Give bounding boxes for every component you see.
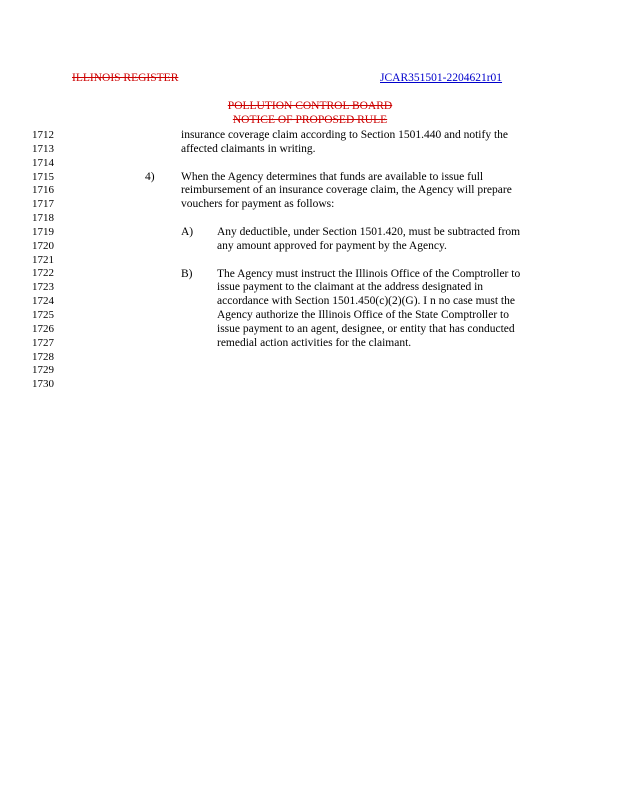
line-number: 1727 [32, 336, 54, 349]
board-title: POLLUTION CONTROL BOARD [227, 100, 393, 112]
text-line: issue payment to the claimant at the address designated in [217, 281, 484, 294]
text-line: Any deductible, under Section 1501.420, must be subtracted from [217, 226, 521, 238]
line-number: 1726 [32, 322, 54, 335]
document-id-link[interactable]: JCAR351501-2204621r01 [380, 72, 503, 84]
text-line: affected claimants in writing. [181, 142, 316, 155]
text-line: accordance with Section 1501.450(c)(2)(G). I n no case must the [217, 295, 515, 308]
text-line: issue payment to an agent, designee, or entity that has conducted [217, 322, 515, 335]
line-number: 1723 [32, 281, 54, 294]
text-line: remedial action activities for the claimant. [217, 336, 412, 349]
item-4-marker: 4) [145, 170, 155, 183]
item-4-paragraph [181, 171, 512, 213]
text-line: any amount approved for payment by the Agency. [217, 239, 447, 252]
item-a-marker: A) [181, 226, 194, 238]
line-number: 1712 [32, 129, 54, 141]
text-line: vouchers for payment as follows: [181, 198, 335, 211]
line-number: 1713 [32, 142, 54, 155]
line-number: 1717 [32, 198, 54, 211]
line-number: 1715 [32, 170, 54, 183]
line-number: 1729 [32, 364, 54, 377]
text-line: Agency authorize the Illinois Office of the State Comptroller to [217, 309, 509, 322]
text-line: When the Agency determines that funds are available to issue full [181, 170, 484, 183]
line-number: 1720 [32, 239, 54, 252]
text-line: The Agency must instruct the Illinois Office of the Comptroller to [217, 267, 521, 280]
line-number: 1721 [32, 253, 54, 266]
item-a-paragraph [217, 226, 520, 254]
line-number: 1714 [32, 156, 54, 169]
item-b-marker: B) [181, 267, 193, 280]
register-header: ILLINOIS REGISTER [72, 72, 179, 84]
text-line: reimbursement of an insurance coverage claim, the Agency will prepare [181, 184, 512, 197]
line-number: 1725 [32, 308, 54, 321]
line-number: 1730 [32, 378, 54, 391]
item-b-paragraph [217, 268, 520, 351]
line-number: 1722 [32, 267, 54, 280]
line-number: 1728 [32, 350, 54, 363]
text-line: insurance coverage claim according to Section 1501.440 and notify the [181, 129, 509, 141]
notice-title: NOTICE OF PROPOSED RULE [232, 114, 388, 126]
line-number: 1724 [32, 295, 54, 308]
line-number-column [32, 129, 62, 392]
line-number: 1718 [32, 212, 54, 225]
line-number: 1716 [32, 184, 54, 197]
continuation-paragraph [181, 129, 508, 157]
line-number: 1719 [32, 225, 54, 238]
